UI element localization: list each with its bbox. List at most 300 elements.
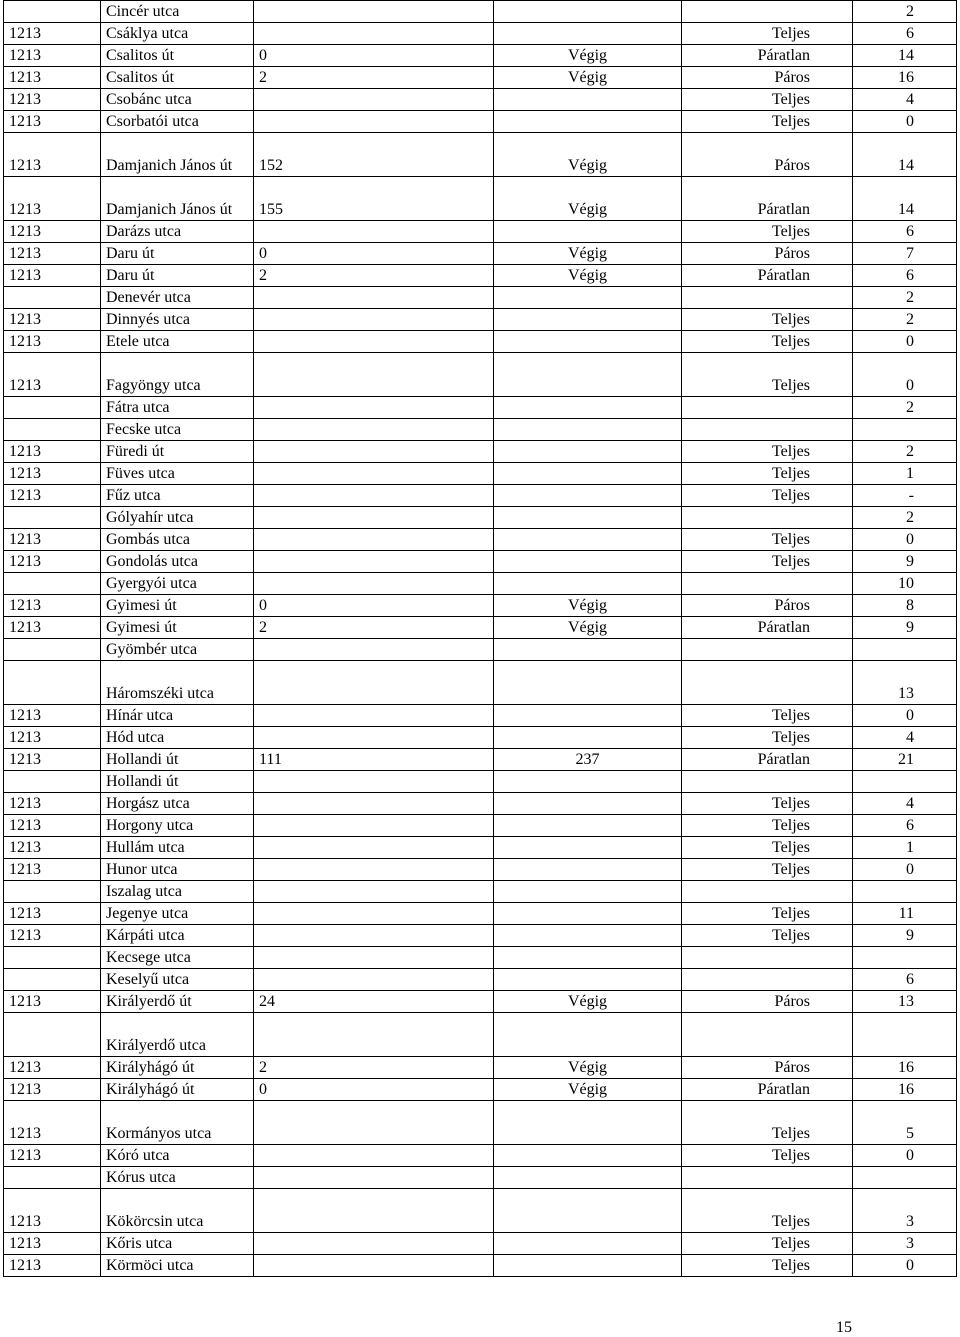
zip-code-cell: 1213: [4, 133, 101, 177]
side-cell: [682, 661, 853, 705]
street-name-cell: Hollandi út: [101, 749, 254, 771]
zip-code-cell: [4, 881, 101, 903]
to-number-cell: [494, 221, 682, 243]
to-number-cell: [494, 1, 682, 23]
table-row: [4, 903, 957, 925]
zip-code-cell: 1213: [4, 221, 101, 243]
district-cell: 9: [853, 925, 957, 947]
district-cell: -: [853, 485, 957, 507]
from-number-cell: [254, 639, 494, 661]
to-number-cell: Végig: [494, 1079, 682, 1101]
from-number-cell: [254, 397, 494, 419]
to-number-cell: Végig: [494, 617, 682, 639]
from-number-cell: 0: [254, 595, 494, 617]
side-cell: Páratlan: [682, 1079, 853, 1101]
to-number-cell: [494, 23, 682, 45]
from-number-cell: [254, 287, 494, 309]
district-cell: [853, 639, 957, 661]
street-name-cell: Gyömbér utca: [101, 639, 254, 661]
table-row: [4, 881, 957, 903]
table-row: [4, 1079, 957, 1101]
table-row: [4, 485, 957, 507]
side-cell: Teljes: [682, 331, 853, 353]
to-number-cell: [494, 1013, 682, 1057]
side-cell: [682, 573, 853, 595]
to-number-cell: [494, 397, 682, 419]
table-row: [4, 837, 957, 859]
table-row: [4, 89, 957, 111]
street-name-cell: Háromszéki utca: [101, 661, 254, 705]
zip-code-cell: 1213: [4, 1233, 101, 1255]
to-number-cell: Végig: [494, 133, 682, 177]
from-number-cell: [254, 573, 494, 595]
table-row: [4, 177, 957, 221]
zip-code-cell: [4, 1, 101, 23]
district-cell: 0: [853, 705, 957, 727]
from-number-cell: [254, 727, 494, 749]
zip-code-cell: [4, 1167, 101, 1189]
from-number-cell: [254, 1013, 494, 1057]
district-cell: [853, 419, 957, 441]
district-cell: 16: [853, 67, 957, 89]
zip-code-cell: 1213: [4, 1189, 101, 1233]
street-name-cell: Daru út: [101, 265, 254, 287]
street-name-cell: Denevér utca: [101, 287, 254, 309]
district-cell: [853, 1013, 957, 1057]
zip-code-cell: 1213: [4, 727, 101, 749]
zip-code-cell: 1213: [4, 529, 101, 551]
zip-code-cell: [4, 419, 101, 441]
zip-code-cell: 1213: [4, 441, 101, 463]
to-number-cell: [494, 1255, 682, 1277]
side-cell: Teljes: [682, 89, 853, 111]
street-name-cell: Keselyű utca: [101, 969, 254, 991]
table-row: [4, 1167, 957, 1189]
street-name-cell: Horgony utca: [101, 815, 254, 837]
from-number-cell: [254, 1145, 494, 1167]
district-cell: 4: [853, 793, 957, 815]
side-cell: Teljes: [682, 485, 853, 507]
street-name-cell: Csorbatói utca: [101, 111, 254, 133]
side-cell: Teljes: [682, 1255, 853, 1277]
from-number-cell: 2: [254, 67, 494, 89]
to-number-cell: [494, 441, 682, 463]
zip-code-cell: 1213: [4, 265, 101, 287]
table-row: [4, 507, 957, 529]
zip-code-cell: 1213: [4, 309, 101, 331]
street-name-cell: Csalitos út: [101, 67, 254, 89]
to-number-cell: Végig: [494, 595, 682, 617]
table-row: [4, 1255, 957, 1277]
side-cell: Teljes: [682, 859, 853, 881]
side-cell: Teljes: [682, 925, 853, 947]
zip-code-cell: 1213: [4, 595, 101, 617]
side-cell: Teljes: [682, 903, 853, 925]
to-number-cell: [494, 353, 682, 397]
from-number-cell: [254, 837, 494, 859]
street-name-cell: Gyimesi út: [101, 595, 254, 617]
street-name-cell: Dinnyés utca: [101, 309, 254, 331]
from-number-cell: [254, 661, 494, 705]
to-number-cell: [494, 1101, 682, 1145]
table-row: [4, 991, 957, 1013]
side-cell: Páros: [682, 243, 853, 265]
side-cell: Páratlan: [682, 45, 853, 67]
table-row: [4, 771, 957, 793]
table-row: [4, 815, 957, 837]
to-number-cell: [494, 309, 682, 331]
table-row: [4, 309, 957, 331]
side-cell: Teljes: [682, 529, 853, 551]
side-cell: Teljes: [682, 815, 853, 837]
district-cell: 1: [853, 463, 957, 485]
side-cell: Páratlan: [682, 617, 853, 639]
side-cell: Teljes: [682, 221, 853, 243]
district-cell: 0: [853, 111, 957, 133]
from-number-cell: [254, 859, 494, 881]
side-cell: [682, 1013, 853, 1057]
side-cell: [682, 419, 853, 441]
from-number-cell: 0: [254, 1079, 494, 1101]
table-row: [4, 111, 957, 133]
from-number-cell: [254, 485, 494, 507]
to-number-cell: Végig: [494, 265, 682, 287]
side-cell: Teljes: [682, 1101, 853, 1145]
from-number-cell: 111: [254, 749, 494, 771]
to-number-cell: [494, 925, 682, 947]
from-number-cell: 155: [254, 177, 494, 221]
side-cell: Páros: [682, 595, 853, 617]
zip-code-cell: 1213: [4, 793, 101, 815]
side-cell: Teljes: [682, 837, 853, 859]
from-number-cell: 152: [254, 133, 494, 177]
to-number-cell: 237: [494, 749, 682, 771]
street-name-cell: Gyimesi út: [101, 617, 254, 639]
to-number-cell: [494, 89, 682, 111]
district-cell: 2: [853, 287, 957, 309]
table-row: [4, 1189, 957, 1233]
street-name-cell: Hollandi út: [101, 771, 254, 793]
zip-code-cell: 1213: [4, 925, 101, 947]
side-cell: Teljes: [682, 463, 853, 485]
streets-table: [3, 0, 957, 1277]
street-name-cell: Kőris utca: [101, 1233, 254, 1255]
district-cell: 0: [853, 859, 957, 881]
district-cell: 13: [853, 991, 957, 1013]
zip-code-cell: 1213: [4, 45, 101, 67]
zip-code-cell: [4, 287, 101, 309]
from-number-cell: [254, 815, 494, 837]
from-number-cell: [254, 969, 494, 991]
district-cell: 2: [853, 1, 957, 23]
side-cell: Teljes: [682, 551, 853, 573]
street-name-cell: Kóró utca: [101, 1145, 254, 1167]
street-name-cell: Gólyahír utca: [101, 507, 254, 529]
district-cell: 0: [853, 529, 957, 551]
zip-code-cell: [4, 573, 101, 595]
street-name-cell: Fátra utca: [101, 397, 254, 419]
zip-code-cell: 1213: [4, 331, 101, 353]
zip-code-cell: 1213: [4, 485, 101, 507]
side-cell: Teljes: [682, 353, 853, 397]
street-name-cell: Körmöci utca: [101, 1255, 254, 1277]
table-row: [4, 133, 957, 177]
side-cell: Teljes: [682, 111, 853, 133]
zip-code-cell: 1213: [4, 1101, 101, 1145]
street-name-cell: Cincér utca: [101, 1, 254, 23]
zip-code-cell: 1213: [4, 353, 101, 397]
side-cell: Páros: [682, 991, 853, 1013]
side-cell: Teljes: [682, 727, 853, 749]
to-number-cell: [494, 1233, 682, 1255]
table-row: [4, 397, 957, 419]
from-number-cell: [254, 1189, 494, 1233]
street-name-cell: Iszalag utca: [101, 881, 254, 903]
street-name-cell: Füves utca: [101, 463, 254, 485]
table-row: [4, 1233, 957, 1255]
table-row: [4, 529, 957, 551]
zip-code-cell: [4, 771, 101, 793]
side-cell: Páratlan: [682, 177, 853, 221]
street-name-cell: Füredi út: [101, 441, 254, 463]
district-cell: 14: [853, 133, 957, 177]
district-cell: 0: [853, 353, 957, 397]
from-number-cell: [254, 903, 494, 925]
district-cell: 6: [853, 23, 957, 45]
from-number-cell: [254, 925, 494, 947]
to-number-cell: Végig: [494, 991, 682, 1013]
to-number-cell: Végig: [494, 67, 682, 89]
side-cell: [682, 639, 853, 661]
from-number-cell: [254, 463, 494, 485]
from-number-cell: [254, 1233, 494, 1255]
table-row: [4, 793, 957, 815]
table-row: [4, 749, 957, 771]
street-name-cell: Csobánc utca: [101, 89, 254, 111]
side-cell: Teljes: [682, 441, 853, 463]
district-cell: 9: [853, 551, 957, 573]
zip-code-cell: 1213: [4, 1255, 101, 1277]
table-row: [4, 243, 957, 265]
to-number-cell: [494, 551, 682, 573]
side-cell: Teljes: [682, 1233, 853, 1255]
table-row: [4, 45, 957, 67]
district-cell: [853, 1167, 957, 1189]
district-cell: 6: [853, 969, 957, 991]
side-cell: Teljes: [682, 793, 853, 815]
from-number-cell: 24: [254, 991, 494, 1013]
zip-code-cell: 1213: [4, 903, 101, 925]
to-number-cell: [494, 903, 682, 925]
to-number-cell: [494, 837, 682, 859]
zip-code-cell: 1213: [4, 837, 101, 859]
zip-code-cell: [4, 507, 101, 529]
from-number-cell: [254, 89, 494, 111]
zip-code-cell: [4, 947, 101, 969]
zip-code-cell: 1213: [4, 815, 101, 837]
district-cell: 4: [853, 727, 957, 749]
to-number-cell: [494, 507, 682, 529]
from-number-cell: 2: [254, 1057, 494, 1079]
district-cell: 0: [853, 1255, 957, 1277]
district-cell: 2: [853, 441, 957, 463]
zip-code-cell: 1213: [4, 243, 101, 265]
from-number-cell: [254, 1, 494, 23]
side-cell: [682, 1, 853, 23]
district-cell: 1: [853, 837, 957, 859]
from-number-cell: [254, 221, 494, 243]
to-number-cell: [494, 1167, 682, 1189]
street-name-cell: Királyhágó út: [101, 1079, 254, 1101]
to-number-cell: [494, 859, 682, 881]
table-row: [4, 353, 957, 397]
table-row: [4, 1, 957, 23]
side-cell: Páros: [682, 133, 853, 177]
street-name-cell: Damjanich János út: [101, 133, 254, 177]
zip-code-cell: 1213: [4, 89, 101, 111]
from-number-cell: [254, 771, 494, 793]
street-name-cell: Fagyöngy utca: [101, 353, 254, 397]
to-number-cell: [494, 111, 682, 133]
district-cell: 2: [853, 397, 957, 419]
to-number-cell: [494, 485, 682, 507]
table-row: [4, 1057, 957, 1079]
zip-code-cell: 1213: [4, 111, 101, 133]
table-row: [4, 221, 957, 243]
zip-code-cell: 1213: [4, 463, 101, 485]
side-cell: [682, 1167, 853, 1189]
from-number-cell: 0: [254, 243, 494, 265]
street-name-cell: Etele utca: [101, 331, 254, 353]
street-name-cell: Kökörcsin utca: [101, 1189, 254, 1233]
street-name-cell: Kórus utca: [101, 1167, 254, 1189]
zip-code-cell: [4, 969, 101, 991]
to-number-cell: [494, 705, 682, 727]
to-number-cell: Végig: [494, 243, 682, 265]
district-cell: 8: [853, 595, 957, 617]
district-cell: 7: [853, 243, 957, 265]
street-name-cell: Gondolás utca: [101, 551, 254, 573]
to-number-cell: [494, 529, 682, 551]
from-number-cell: [254, 507, 494, 529]
table-row: [4, 1145, 957, 1167]
district-cell: 0: [853, 1145, 957, 1167]
district-cell: 16: [853, 1079, 957, 1101]
street-name-cell: Gombás utca: [101, 529, 254, 551]
district-cell: 11: [853, 903, 957, 925]
table-row: [4, 859, 957, 881]
district-cell: 21: [853, 749, 957, 771]
district-cell: 3: [853, 1233, 957, 1255]
zip-code-cell: 1213: [4, 551, 101, 573]
table-row: [4, 287, 957, 309]
table-row: [4, 595, 957, 617]
to-number-cell: Végig: [494, 177, 682, 221]
to-number-cell: [494, 1189, 682, 1233]
zip-code-cell: 1213: [4, 1079, 101, 1101]
side-cell: Páros: [682, 67, 853, 89]
to-number-cell: [494, 661, 682, 705]
side-cell: [682, 397, 853, 419]
from-number-cell: [254, 793, 494, 815]
from-number-cell: [254, 551, 494, 573]
to-number-cell: [494, 1145, 682, 1167]
from-number-cell: [254, 353, 494, 397]
street-name-cell: Fecske utca: [101, 419, 254, 441]
zip-code-cell: [4, 1013, 101, 1057]
to-number-cell: [494, 947, 682, 969]
to-number-cell: [494, 793, 682, 815]
from-number-cell: [254, 309, 494, 331]
street-name-cell: Kecsege utca: [101, 947, 254, 969]
street-name-cell: Királyhágó út: [101, 1057, 254, 1079]
side-cell: Páros: [682, 1057, 853, 1079]
side-cell: [682, 771, 853, 793]
table-row: [4, 661, 957, 705]
table-row: [4, 463, 957, 485]
from-number-cell: [254, 441, 494, 463]
zip-code-cell: [4, 661, 101, 705]
to-number-cell: [494, 815, 682, 837]
street-name-cell: Csalitos út: [101, 45, 254, 67]
to-number-cell: [494, 639, 682, 661]
street-name-cell: Királyerdő utca: [101, 1013, 254, 1057]
from-number-cell: [254, 529, 494, 551]
zip-code-cell: [4, 639, 101, 661]
side-cell: [682, 287, 853, 309]
page-number: 15: [836, 1319, 852, 1336]
table-row: [4, 969, 957, 991]
zip-code-cell: 1213: [4, 1057, 101, 1079]
from-number-cell: [254, 947, 494, 969]
street-name-cell: Jegenye utca: [101, 903, 254, 925]
street-name-cell: Hínár utca: [101, 705, 254, 727]
to-number-cell: [494, 419, 682, 441]
table-row: [4, 331, 957, 353]
district-cell: 2: [853, 309, 957, 331]
side-cell: Teljes: [682, 1145, 853, 1167]
district-cell: [853, 947, 957, 969]
side-cell: [682, 507, 853, 529]
zip-code-cell: 1213: [4, 749, 101, 771]
street-name-cell: Kormányos utca: [101, 1101, 254, 1145]
zip-code-cell: [4, 397, 101, 419]
to-number-cell: [494, 573, 682, 595]
side-cell: Páratlan: [682, 749, 853, 771]
side-cell: Teljes: [682, 23, 853, 45]
side-cell: [682, 881, 853, 903]
table-row: [4, 925, 957, 947]
from-number-cell: 2: [254, 265, 494, 287]
district-cell: 5: [853, 1101, 957, 1145]
to-number-cell: [494, 771, 682, 793]
zip-code-cell: 1213: [4, 67, 101, 89]
street-name-cell: Csáklya utca: [101, 23, 254, 45]
district-cell: [853, 771, 957, 793]
street-name-cell: Gyergyói utca: [101, 573, 254, 595]
to-number-cell: Végig: [494, 45, 682, 67]
side-cell: Teljes: [682, 1189, 853, 1233]
side-cell: [682, 969, 853, 991]
side-cell: Teljes: [682, 309, 853, 331]
from-number-cell: [254, 331, 494, 353]
district-cell: 14: [853, 45, 957, 67]
zip-code-cell: 1213: [4, 1145, 101, 1167]
street-name-cell: Damjanich János út: [101, 177, 254, 221]
to-number-cell: [494, 463, 682, 485]
side-cell: Páratlan: [682, 265, 853, 287]
from-number-cell: [254, 1167, 494, 1189]
